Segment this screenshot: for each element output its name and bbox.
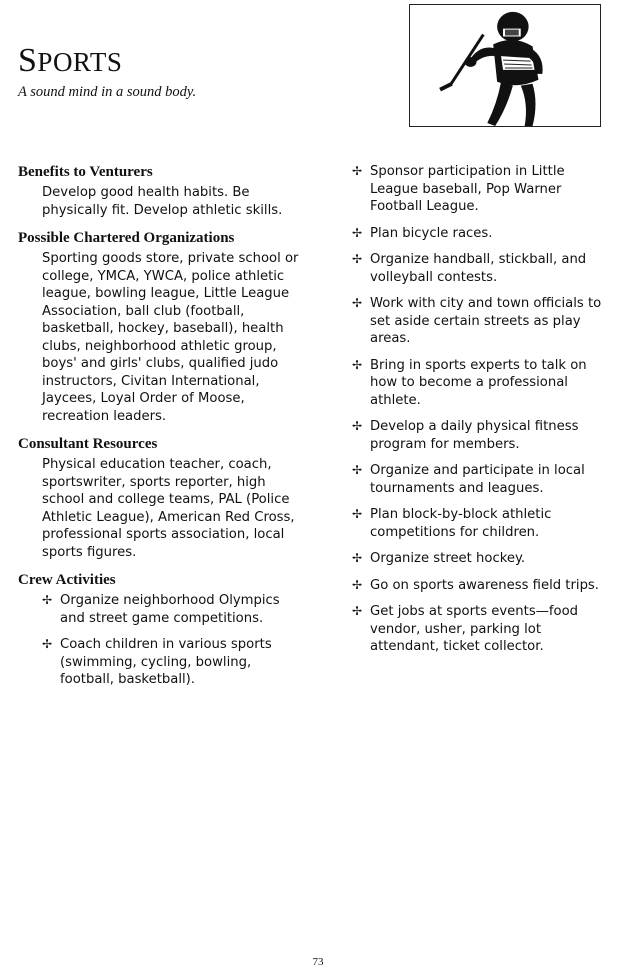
activity-list-item	[352, 577, 610, 595]
cross-bullet-icon: ✢	[352, 507, 363, 521]
consultants-heading: Consultant Resources	[18, 436, 158, 452]
consultants-body: Physical education teacher, coach, sportswriter, sports reporter, high school and college teams, PAL (Police Athletic League), American Red Cross, professional sports association, local sports figures.	[42, 457, 295, 560]
activity-list-item	[42, 636, 300, 689]
cross-bullet-icon: ✢	[352, 357, 363, 372]
activity-list-item	[352, 550, 610, 568]
cross-bullet-icon: ✢	[352, 551, 363, 565]
left-column	[18, 163, 300, 698]
title-initial: S	[18, 42, 38, 79]
activity-list-item	[352, 357, 610, 410]
activity-text: Work with city and town officials to set aside certain streets as play areas.	[370, 296, 602, 346]
activity-text: Go on sports awareness field trips.	[370, 577, 599, 593]
cross-bullet-icon: ✢	[352, 252, 363, 266]
activity-text: Organize and participate in local tournaments and leagues.	[370, 463, 585, 496]
activity-text: Sponsor participation in Little League baseball, Pop Warner Football League.	[370, 164, 565, 214]
cross-bullet-icon: ✢	[352, 164, 363, 178]
organizations-heading: Possible Chartered Organizations	[18, 230, 235, 246]
cross-bullet-icon: ✢	[352, 296, 363, 310]
cross-bullet-icon: ✢	[352, 604, 363, 618]
activity-text: Plan bicycle races.	[370, 225, 493, 241]
cross-bullet-icon: ✢	[352, 577, 363, 592]
activity-text: Organize street hockey.	[370, 551, 526, 566]
page-subtitle: A sound mind in a sound body.	[18, 84, 197, 100]
activity-text: Get jobs at sports events—food vendor, usher, parking lot attendant, ticket collector.	[370, 604, 579, 654]
organizations-body: Sporting goods store, private school or college, YMCA, YWCA, police athletic league, bowling league, Little League Association, ball club (football, basketball, hockey, baseball), health clubs, neighborhood athletic group, boys' and girls' clubs, qualified judo instructors, Civitan International, Jaycees, Loyal Order of Moose, recreation leaders.	[42, 251, 299, 424]
hockey-player-illustration	[409, 4, 601, 127]
activity-text: Coach children in various sports (swimming, cycling, bowling, football, basketball).	[60, 637, 272, 687]
activity-list-item	[352, 163, 610, 216]
activity-list-item	[352, 506, 610, 541]
activity-text: Plan block-by-block athletic competitions for children.	[370, 507, 552, 540]
cross-bullet-icon: ✢	[42, 593, 53, 607]
hockey-player-icon	[410, 5, 600, 126]
activity-list-item	[352, 295, 610, 348]
activity-list-item	[352, 418, 610, 453]
benefits-body: Develop good health habits. Be physically fit. Develop athletic skills.	[42, 185, 283, 218]
activities-list-right	[352, 163, 610, 656]
activity-text: Organize neighborhood Olympics and street game competitions.	[60, 593, 280, 626]
activity-list-item	[352, 462, 610, 497]
right-column	[352, 163, 610, 665]
page-title	[18, 44, 122, 78]
cross-bullet-icon: ✢	[42, 637, 53, 651]
activities-heading: Crew Activities	[18, 572, 116, 588]
cross-bullet-icon: ✢	[352, 419, 363, 433]
cross-bullet-icon: ✢	[352, 225, 363, 240]
cross-bullet-icon: ✢	[352, 463, 363, 477]
activity-list-item	[352, 251, 610, 286]
activity-list-item	[352, 225, 610, 243]
activity-text: Bring in sports experts to talk on how to become a professional athlete.	[370, 357, 587, 408]
activity-list-item	[352, 603, 610, 656]
title-rest: PORTS	[37, 47, 123, 77]
activities-list-left	[42, 592, 300, 689]
activity-text: Develop a daily physical fitness program for members.	[370, 419, 579, 452]
activity-text: Organize handball, stickball, and volleyball contests.	[370, 252, 587, 285]
page-number: 73	[312, 956, 324, 968]
activity-list-item	[42, 592, 300, 627]
benefits-heading: Benefits to Venturers	[18, 164, 153, 180]
